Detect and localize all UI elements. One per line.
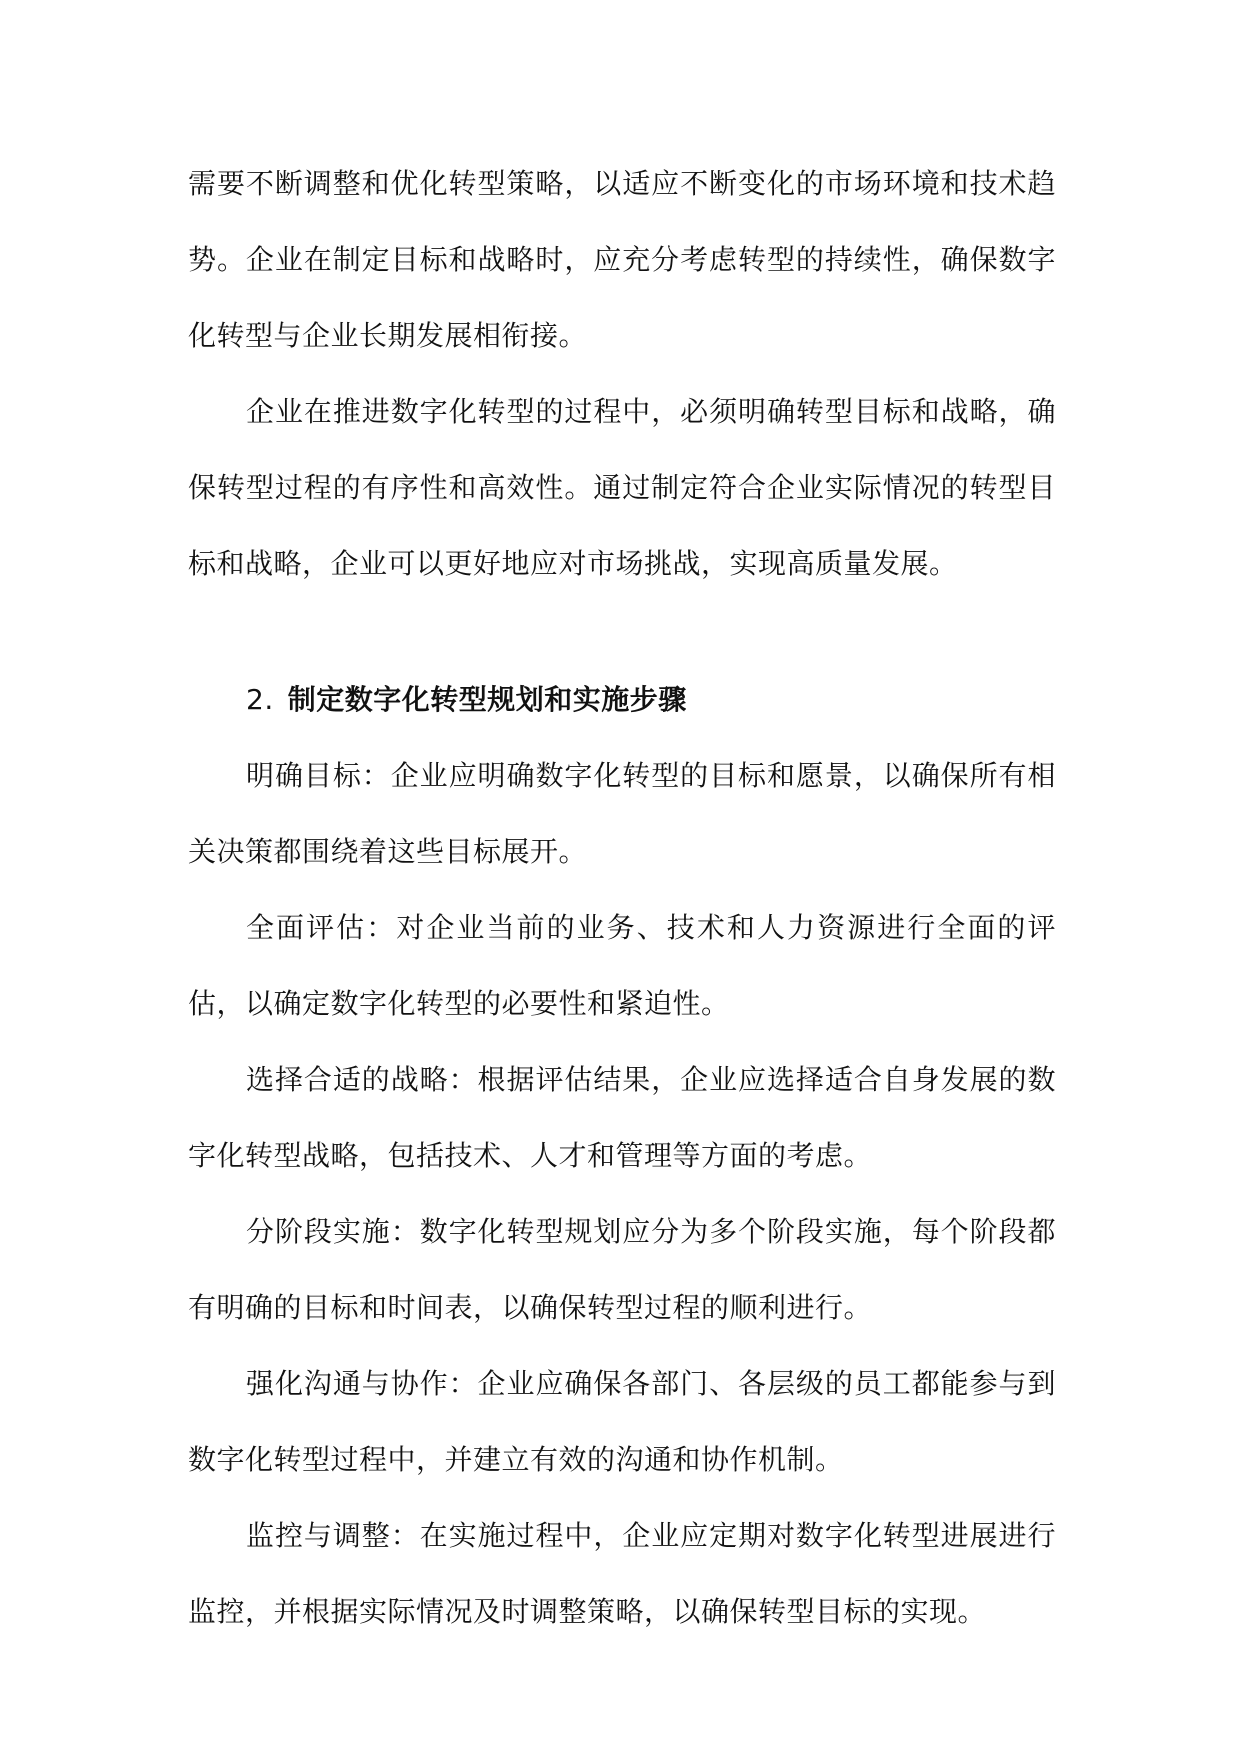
step-paragraph-goals: 明确目标：企业应明确数字化转型的目标和愿景，以确保所有相关决策都围绕着这些目标展开。	[188, 759, 1056, 868]
document-body	[188, 146, 1056, 1650]
step-paragraph-communication: 强化沟通与协作：企业应确保各部门、各层级的员工都能参与到数字化转型过程中，并建立有效的沟通和协作机制。	[188, 1367, 1056, 1476]
paragraph-continuation: 需要不断调整和优化转型策略，以适应不断变化的市场环境和技术趋势。企业在制定目标和战略时，应充分考虑转型的持续性，确保数字化转型与企业长期发展相衔接。	[188, 167, 1056, 352]
paragraph-summary: 企业在推进数字化转型的过程中，必须明确转型目标和战略，确保转型过程的有序性和高效性。通过制定符合企业实际情况的转型目标和战略，企业可以更好地应对市场挑战，实现高质量发展。	[188, 395, 1056, 580]
step-paragraph-phased-implementation: 分阶段实施：数字化转型规划应分为多个阶段实施，每个阶段都有明确的目标和时间表，以确保转型过程的顺利进行。	[188, 1215, 1056, 1324]
step-paragraph-strategy: 选择合适的战略：根据评估结果，企业应选择适合自身发展的数字化转型战略，包括技术、人才和管理等方面的考虑。	[188, 1063, 1056, 1172]
section-heading	[188, 662, 1056, 738]
step-paragraph-monitoring: 监控与调整：在实施过程中，企业应定期对数字化转型进展进行监控，并根据实际情况及时调整策略，以确保转型目标的实现。	[188, 1519, 1056, 1628]
section-title: 制定数字化转型规划和实施步骤	[287, 683, 687, 716]
section-number: 2.	[246, 683, 274, 716]
step-paragraph-assessment: 全面评估：对企业当前的业务、技术和人力资源进行全面的评估，以确定数字化转型的必要性和紧迫性。	[188, 911, 1056, 1020]
